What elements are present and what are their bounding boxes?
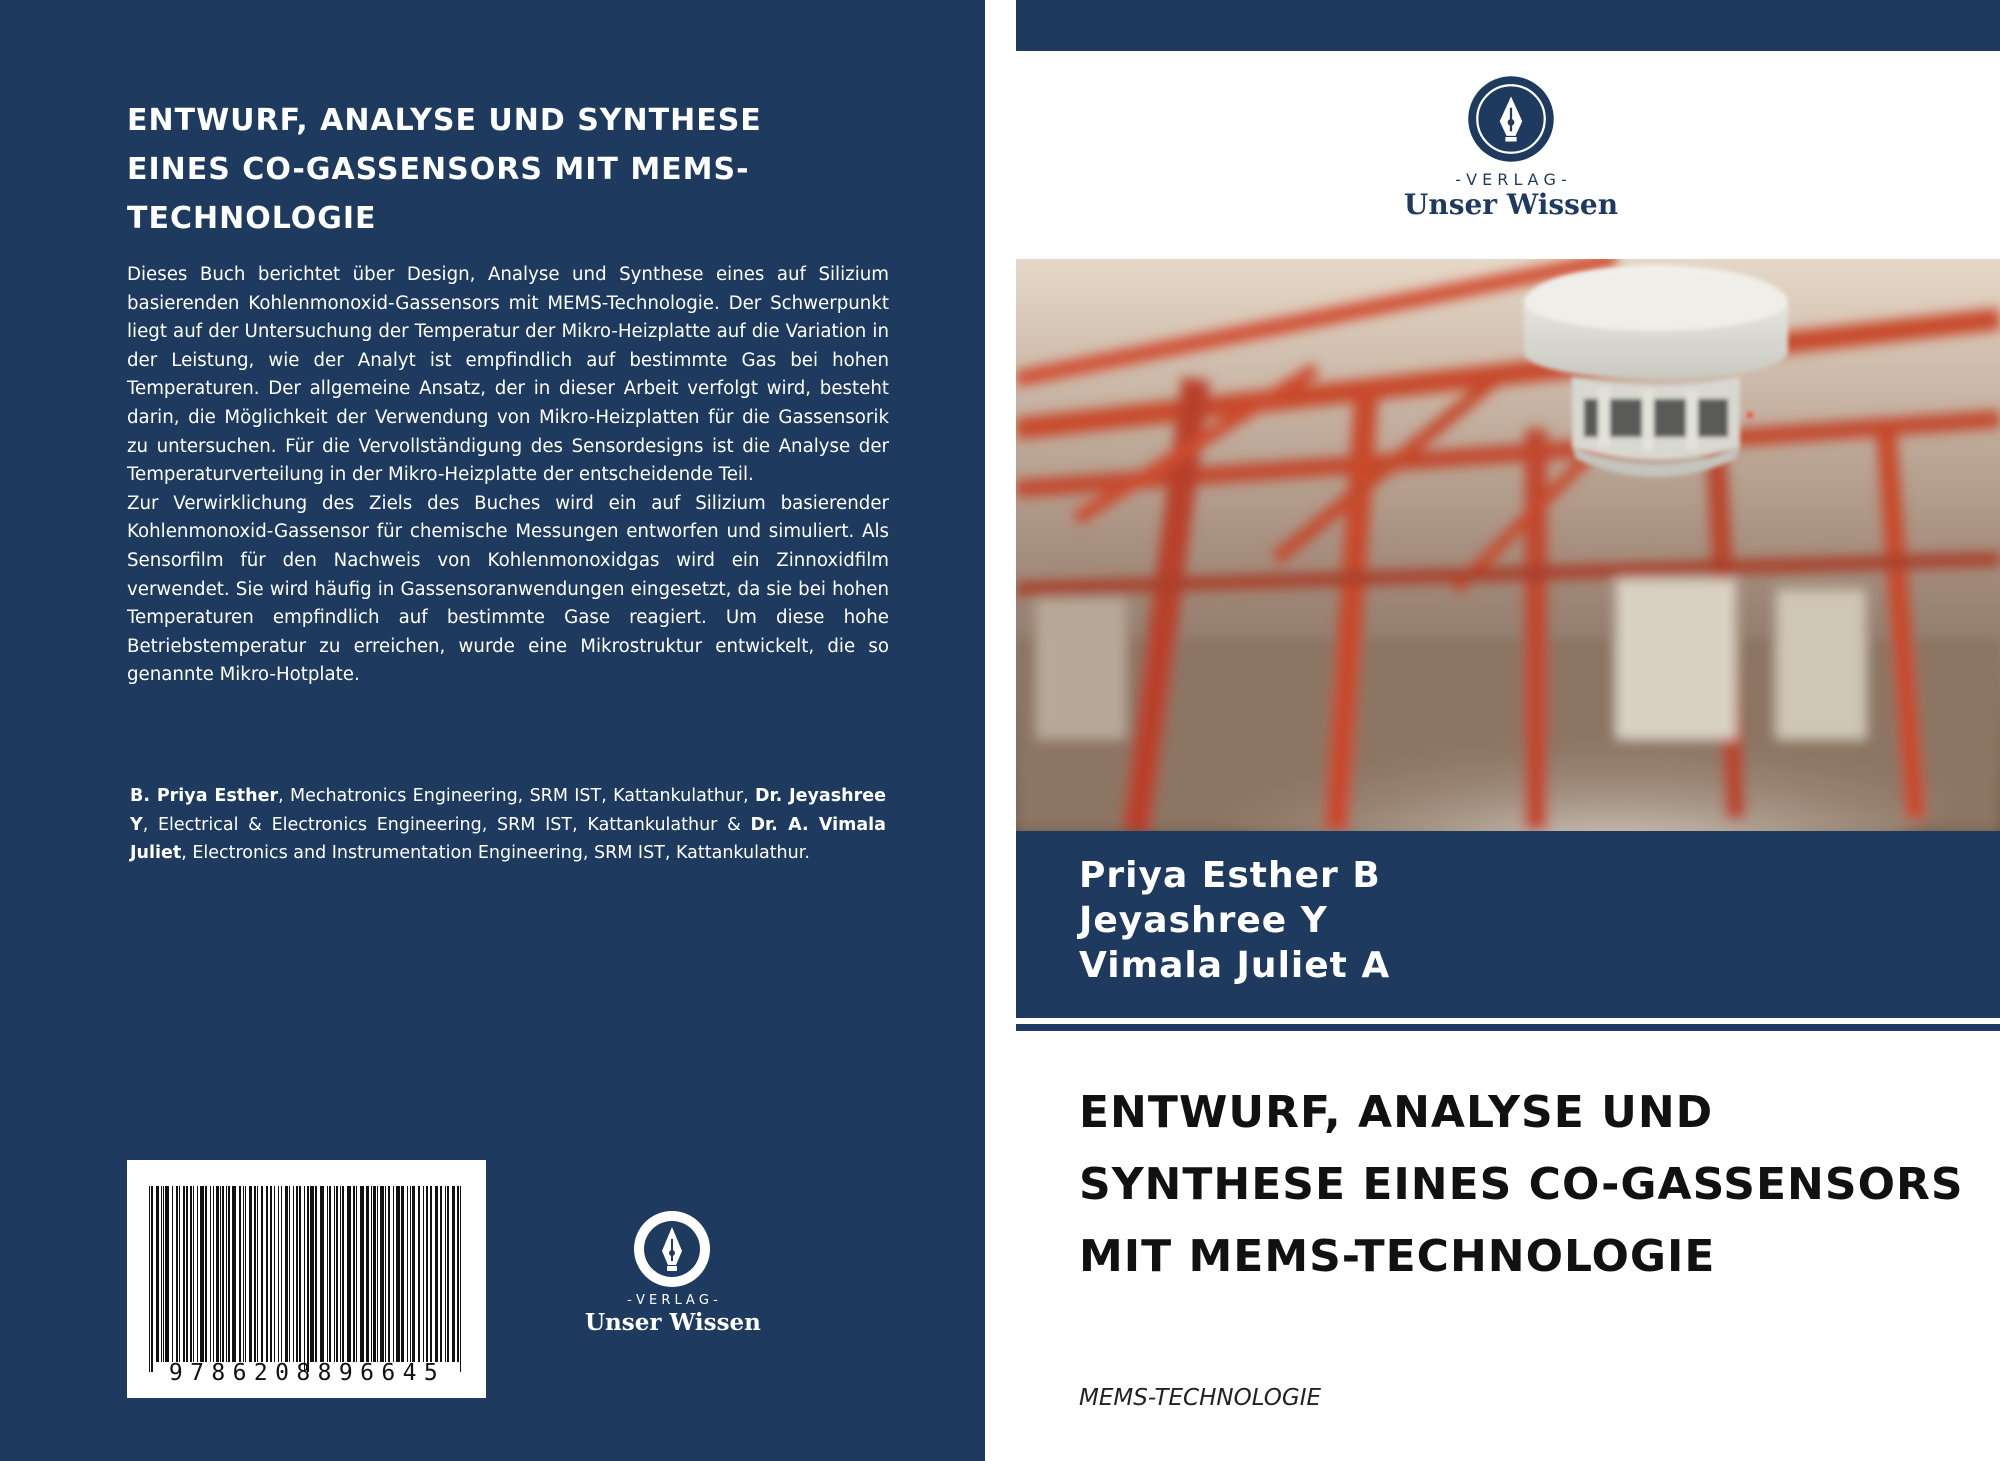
barcode-bar [205, 1186, 207, 1362]
barcode-bar [410, 1186, 411, 1362]
barcode-bar [388, 1186, 390, 1362]
barcode-bar [186, 1186, 188, 1362]
barcode-bar [216, 1186, 219, 1362]
barcode-bar [163, 1186, 164, 1362]
publisher-logo [585, 1209, 760, 1339]
fountain-pen-nib-icon [1466, 74, 1556, 164]
barcode-bar [278, 1186, 279, 1362]
barcode-bar [336, 1186, 338, 1362]
top-bar [1016, 0, 2000, 51]
barcode-bar [452, 1186, 455, 1362]
barcode-bar [172, 1186, 173, 1362]
bio-author-affiliation: , Electronics and Instrumentation Engineering, SRM IST, Kattankulathur. [181, 843, 810, 864]
barcode-bar [418, 1186, 420, 1362]
logo-name-text: Unser Wissen [585, 1309, 761, 1336]
barcode-bar [423, 1186, 424, 1362]
barcode-bar [334, 1186, 335, 1362]
logo-verlag-text: - V E R L A G - [1455, 170, 1567, 189]
barcode-bar [261, 1186, 263, 1362]
barcode-bar [190, 1186, 192, 1362]
barcode-bar [161, 1186, 162, 1362]
barcode-bar [193, 1186, 194, 1362]
barcode-bar [340, 1186, 341, 1362]
barcode-bar [445, 1186, 446, 1362]
divider-rule [1016, 1024, 2000, 1031]
barcode-bar [281, 1186, 282, 1362]
front-cover-subtitle: MEMS-TECHNOLOGIE [1079, 1385, 1322, 1411]
barcode-bar [440, 1186, 442, 1362]
barcode-bar [266, 1186, 268, 1362]
bio-author-name: Dr. Jeyashree Y [130, 786, 886, 835]
barcode-bar [149, 1186, 150, 1372]
barcode-bar [396, 1186, 400, 1362]
barcode-bar [460, 1186, 461, 1372]
barcode-bar [342, 1186, 344, 1362]
barcode-bar [347, 1186, 351, 1362]
publisher-logo [1361, 70, 1661, 230]
barcode-bar [220, 1186, 221, 1362]
barcode-bar [320, 1186, 324, 1362]
author-name: Vimala Juliet A [1079, 945, 1391, 986]
smoke-detector-photo-art [1016, 259, 2000, 831]
barcode-bar [299, 1186, 301, 1362]
barcode-bar [222, 1186, 224, 1362]
barcode-bar [249, 1186, 252, 1362]
barcode-bar [285, 1186, 288, 1362]
front-cover-title: ENTWURF, ANALYSE UND SYNTHESE EINES CO-GASSENSORS MIT MEMS-TECHNOLOGIE [1079, 1087, 1964, 1282]
barcode-bar [393, 1186, 394, 1362]
barcode-bar [329, 1186, 331, 1362]
barcode-bar [430, 1186, 432, 1362]
barcode-bar [412, 1186, 415, 1362]
barcode-bar [274, 1186, 275, 1362]
barcode-bar [245, 1186, 246, 1362]
barcode-bar [254, 1186, 256, 1362]
smoke-detector-photo [1016, 259, 2000, 831]
barcode-bar [385, 1186, 386, 1362]
barcode-bar [232, 1186, 236, 1362]
barcode-bar [356, 1186, 357, 1362]
barcode-bar [197, 1186, 198, 1362]
barcode-bar [200, 1186, 204, 1362]
author-band [1016, 831, 2000, 1018]
barcode-bar [407, 1186, 408, 1362]
back-cover [0, 0, 985, 1461]
fountain-pen-nib-icon [632, 1209, 712, 1289]
barcode-bar [447, 1186, 449, 1362]
logo-name-text: Unser Wissen [1403, 188, 1619, 221]
barcode-bar [257, 1186, 258, 1362]
barcode-bar [315, 1186, 317, 1362]
barcode-bar [457, 1186, 459, 1362]
blurb-paragraph: Dieses Buch berichtet über Design, Analyse und Synthese eines auf Silizium basierenden Kohlenmonoxid-Gassensors mit MEMS-Technologie. Der Schwerpunkt liegt auf der Untersuchung der Temperatur der Mikro-Heizplatte auf die Variation in der Leistung, wie der Analyt ist empfindlich auf bestimmte Gas bei hohen Temperaturen. Der allgemeine Ansatz, der in dieser Arbeit verfolgt wird, besteht darin, die Möglichkeit der Verwendung von Mikro-Heizplatten für die Gassensorik zu untersuchen. Für die Vervollständigung des Sensordesigns ist die Analyse der Temperaturverteilung in der Mikro-Heizplatte der entscheidende Teil. [127, 264, 889, 486]
barcode-bar [366, 1186, 369, 1362]
isbn-barcode [127, 1160, 486, 1398]
barcode-bar [373, 1186, 376, 1362]
barcode-bar [435, 1186, 438, 1362]
barcode-bar [296, 1186, 298, 1362]
barcode-bar [380, 1186, 384, 1362]
barcode-bar [289, 1186, 290, 1362]
bio-author-name: Dr. A. Vimala Juliet [130, 814, 886, 864]
barcode-bar [156, 1186, 159, 1362]
author-bio [130, 782, 886, 868]
barcode-bar [151, 1186, 153, 1372]
barcode-bar [210, 1186, 211, 1362]
barcode-bar [179, 1186, 180, 1362]
bio-author-affiliation: , Mechatronics Engineering, SRM IST, Kattankulathur, [278, 786, 755, 806]
barcode-bar [310, 1186, 314, 1362]
barcode-bar [426, 1186, 428, 1362]
bio-author-affiliation: , Electrical & Electronics Engineering, SRM IST, Kattankulathur & [142, 814, 751, 835]
barcode-bar [239, 1186, 241, 1362]
barcode-bar [360, 1186, 364, 1362]
front-cover [1016, 0, 2000, 1461]
barcode-bar [176, 1186, 178, 1362]
back-cover-blurb [127, 261, 889, 690]
barcode-bar [307, 1186, 309, 1372]
barcode-bar [243, 1186, 244, 1362]
barcode-bar [371, 1186, 372, 1362]
blurb-paragraph: Zur Verwirklichung des Ziels des Buches wird ein auf Silizium basierender Kohlenmonoxid-Gassensor für chemische Messungen entworfen und simuliert. Als Sensorfilm für den Nachweis von Kohlenmonoxidgas wird ein Zinnoxidfilm verwendet. Sie wird häufig in Gassensoranwendungen eingesetzt, da sie bei hohen Temperaturen empfindlich auf bestimmte Gase reagiert. Um diese hohe Betriebstemperatur zu erreichen, wurde eine Mikrostruktur entwickelt, die so genannte Mikro-Hotplate. [127, 492, 889, 686]
barcode-bar [270, 1186, 272, 1362]
barcode-bar [226, 1186, 227, 1362]
barcode-digits: 9786208896645 [168, 1360, 446, 1386]
author-name: Priya Esther B [1079, 855, 1381, 896]
barcode-bar [327, 1186, 328, 1362]
barcode-bar [304, 1186, 305, 1372]
barcode-bar [377, 1186, 378, 1362]
bio-author-name: B. Priya Esther [130, 786, 279, 806]
author-name: Jeyashree Y [1079, 900, 1328, 941]
barcode-bar [165, 1186, 169, 1362]
barcode-bar [228, 1186, 230, 1362]
book-spine [985, 0, 1016, 1461]
barcode-bar [353, 1186, 355, 1362]
back-cover-title: ENTWURF, ANALYSE UND SYNTHESE EINES CO-GASSENSORS MIT MEMS-TECHNOLOGIE [127, 103, 762, 236]
barcode-bar [401, 1186, 404, 1362]
barcode-bar [183, 1186, 185, 1362]
barcode-bar [213, 1186, 214, 1362]
logo-verlag-text: - V E R L A G - [627, 1293, 718, 1308]
barcode-bar [293, 1186, 294, 1362]
